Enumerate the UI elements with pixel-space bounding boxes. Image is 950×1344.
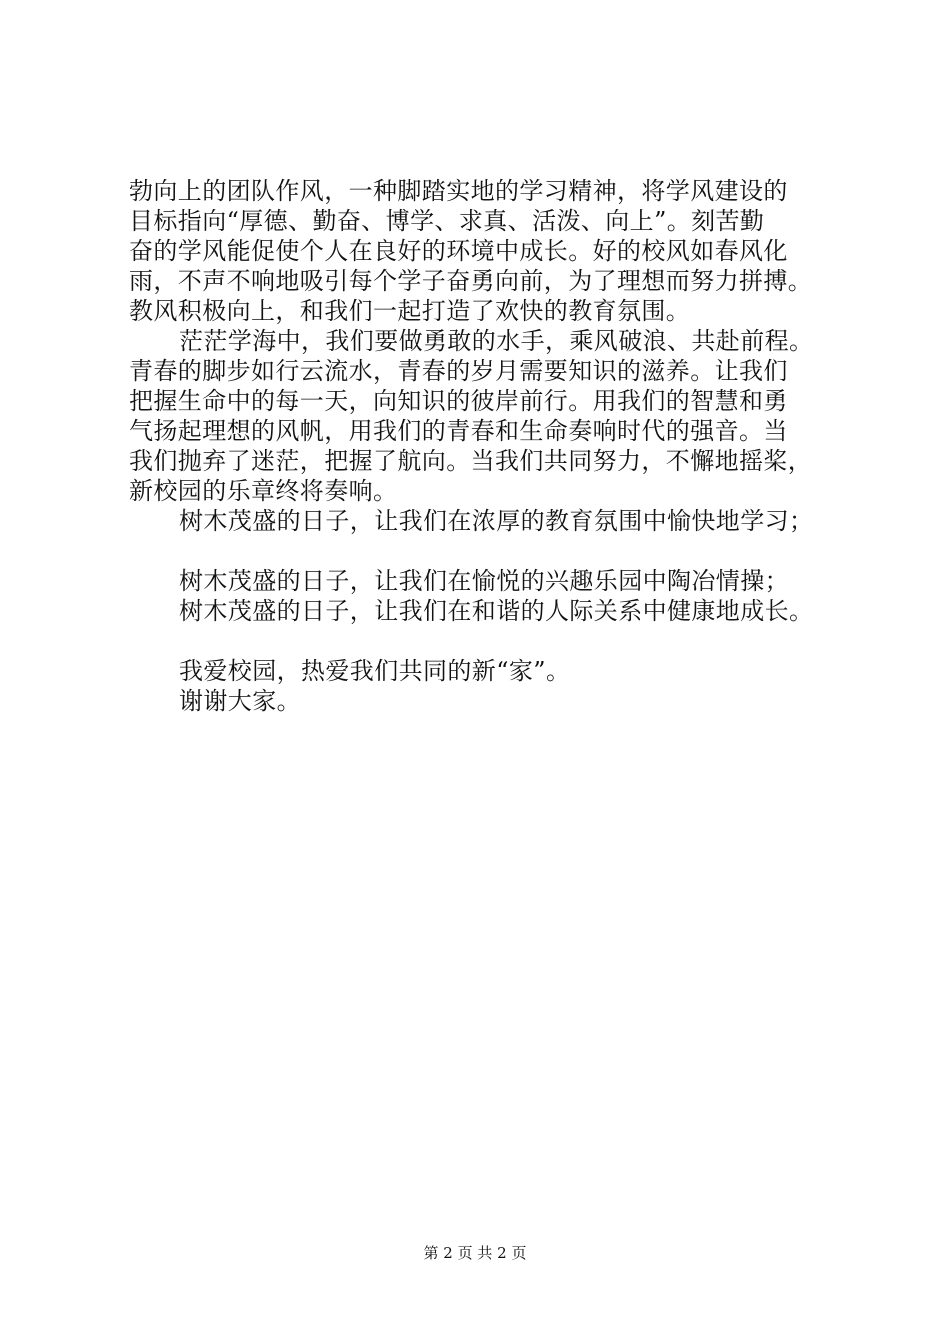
text-line: 雨，不声不响地吸引每个学子奋勇向前，为了理想而努力拼搏。 (129, 267, 813, 295)
text-line: 勃向上的团队作风，一种脚踏实地的学习精神，将学风建设的 (129, 177, 788, 205)
text-line: 教风积极向上，和我们一起打造了欢快的教育氛围。 (129, 297, 691, 325)
paragraph-start-line: 树木茂盛的日子，让我们在浓厚的教育氛围中愉快地学习； (179, 507, 814, 535)
blank-line (129, 536, 869, 566)
blank-line (129, 626, 869, 656)
text-line: 新校园的乐章终将奏响。 (129, 477, 398, 505)
text-line: 把握生命中的每一天，向知识的彼岸前行。用我们的智慧和勇 (129, 387, 788, 415)
text-line: 奋的学风能促使个人在良好的环境中成长。好的校风如春风化 (129, 237, 788, 265)
text-line: 青春的脚步如行云流水，青春的岁月需要知识的滋养。让我们 (129, 357, 788, 385)
text-line: 我们抛弃了迷茫，把握了航向。当我们共同努力，不懈地摇桨， (129, 447, 813, 475)
closing-line: 谢谢大家。 (179, 687, 301, 715)
text-line: 气扬起理想的风帆，用我们的青春和生命奏响时代的强音。当 (129, 417, 788, 445)
paragraph-start-line: 茫茫学海中，我们要做勇敢的水手，乘风破浪、共赴前程。 (179, 327, 814, 355)
text-line: 目标指向“厚德、勤奋、博学、求真、活泼、向上”。刻苦勤 (129, 207, 765, 235)
paragraph-start-line: 树木茂盛的日子，让我们在和谐的人际关系中健康地成长。 (179, 597, 814, 625)
page-number-footer: 第 2 页 共 2 页 (423, 1244, 527, 1262)
paragraph-start-line: 我爱校园，热爱我们共同的新“家”。 (179, 657, 571, 685)
document-body (129, 176, 869, 716)
paragraph-start-line: 树木茂盛的日子，让我们在愉悦的兴趣乐园中陶冶情操； (179, 567, 789, 595)
